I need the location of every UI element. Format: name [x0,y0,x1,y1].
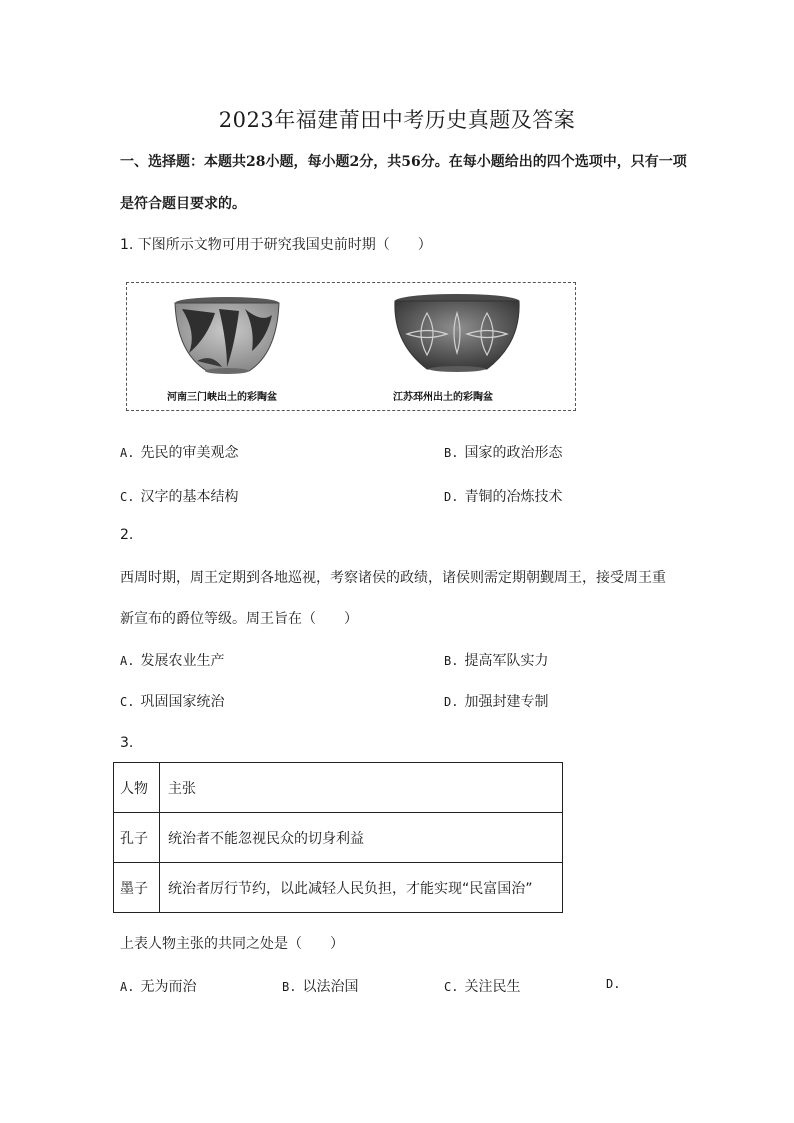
q3-option-b[interactable]: B. 以法治国 [282,979,359,995]
section-heading-line1: 一、选择题：本题共28小题，每小题2分，共56分。在每小题给出的四个选项中，只有一项 [120,154,687,170]
table-row [114,863,563,913]
document-title: 2023年福建莆田中考历史真题及答案 [218,108,576,132]
q3-option-c[interactable]: C. 关注民生 [444,979,521,995]
q2-option-b[interactable]: B. 提高军队实力 [444,653,549,669]
q1-option-d[interactable]: D. 青铜的冶炼技术 [444,489,563,505]
q2-option-d[interactable]: D. 加强封建专制 [444,694,549,710]
q2-stem-line1: 西周时期，周王定期到各地巡视，考察诸侯的政绩，诸侯则需定期朝觐周王，接受周王重 [120,570,666,586]
q3-option-d[interactable]: D. [606,977,621,991]
left-pottery-bowl-image [175,297,279,374]
q2-number: 2. [120,527,134,543]
table-cell: 统治者厉行节约，以此减轻人民负担，才能实现“民富国治” [160,863,563,913]
section-heading-line2: 是符合题目要求的。 [120,196,246,212]
table-row [114,813,563,863]
q1-option-c[interactable]: C. 汉字的基本结构 [120,489,239,505]
q2-stem-line2: 新宣布的爵位等级。周王旨在（ ） [120,611,358,627]
q3-table [113,762,563,913]
right-pottery-bowl-image [395,294,519,372]
table-header-view: 主张 [160,763,563,813]
table-cell: 墨子 [114,863,160,913]
table-cell: 统治者不能忽视民众的切身利益 [160,813,563,863]
q1-option-b[interactable]: B. 国家的政治形态 [444,445,563,461]
left-caption: 河南三门峡出土的彩陶盆 [167,392,277,403]
q2-option-c[interactable]: C. 巩固国家统治 [120,694,225,710]
q3-stem: 上表人物主张的共同之处是（ ） [120,936,344,952]
q1-stem: 1. 下图所示文物可用于研究我国史前时期（ ） [120,237,432,253]
q3-number: 3. [120,735,134,751]
table-header-person: 人物 [114,763,160,813]
q1-option-a[interactable]: A. 先民的审美观念 [120,445,239,461]
table-cell: 孔子 [114,813,160,863]
q2-option-a[interactable]: A. 发展农业生产 [120,653,225,669]
table-row [114,763,563,813]
q3-option-a[interactable]: A. 无为而治 [120,979,197,995]
right-caption: 江苏邳州出土的彩陶盆 [393,392,493,403]
pottery-images [127,283,575,410]
q1-figure [126,282,576,411]
